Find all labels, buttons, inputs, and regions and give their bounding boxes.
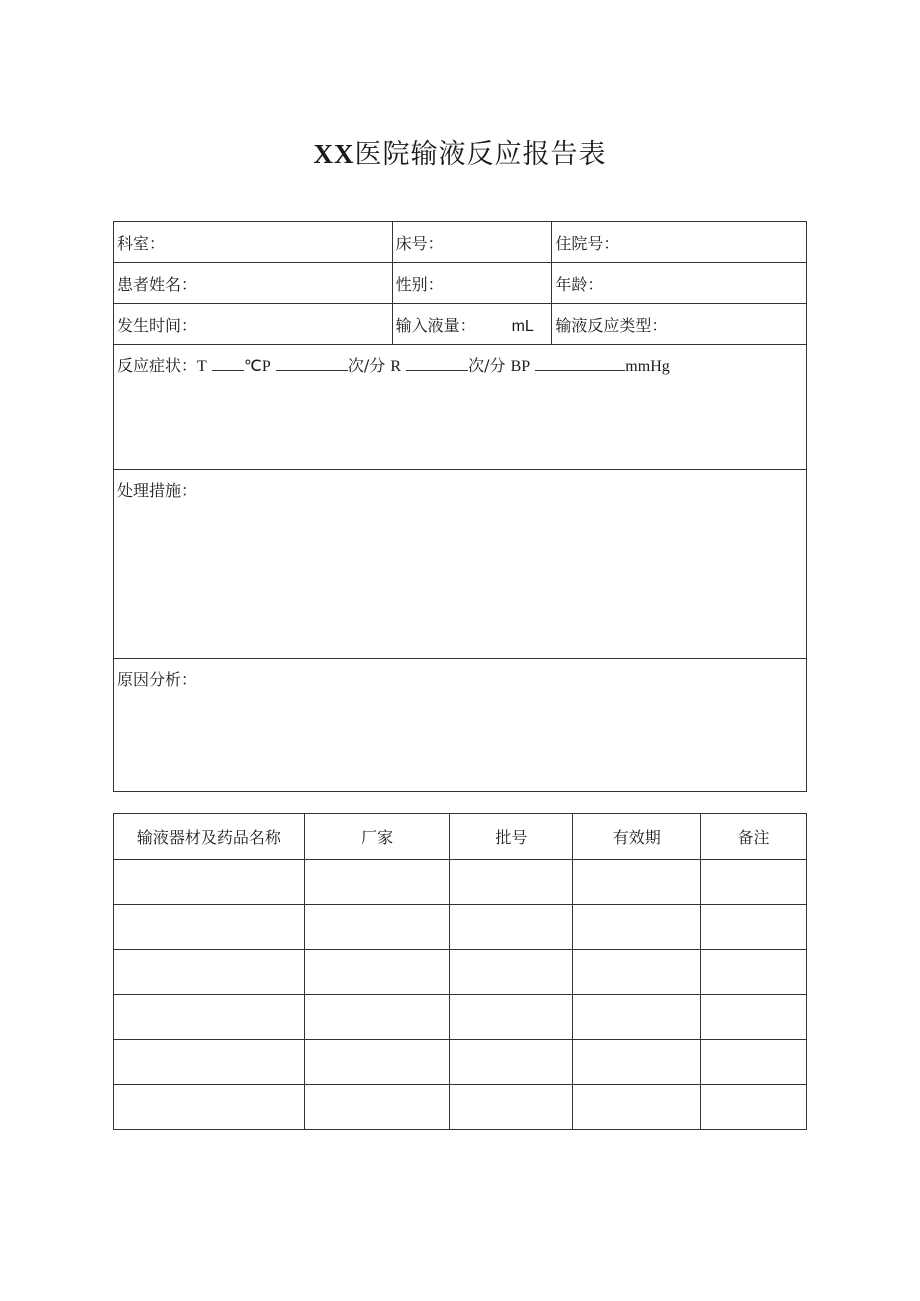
table-cell[interactable]: [450, 950, 573, 995]
table-cell[interactable]: [114, 905, 305, 950]
table-cell[interactable]: [573, 1085, 701, 1130]
table-cell[interactable]: [701, 905, 807, 950]
info-row: [114, 263, 807, 304]
title-text: 医院输液反应报告表: [354, 139, 607, 170]
header-expiry: 有效期: [573, 814, 701, 860]
table-cell[interactable]: [701, 1040, 807, 1085]
info-row: [114, 222, 807, 263]
header-remarks: 备注: [701, 814, 807, 860]
admission-cell[interactable]: [552, 222, 807, 263]
symptoms-row: [114, 345, 807, 470]
table-row: [114, 905, 807, 950]
table-cell[interactable]: [114, 1085, 305, 1130]
table-cell[interactable]: [701, 1085, 807, 1130]
table-row: [114, 1040, 807, 1085]
table-row: [114, 950, 807, 995]
time-label: 发生时间：: [117, 315, 198, 335]
table-cell[interactable]: [573, 860, 701, 905]
header-batch-number: 批号: [450, 814, 573, 860]
t-label: T: [197, 358, 207, 375]
r-unit: 次/分: [468, 356, 506, 375]
treatment-cell[interactable]: [114, 470, 807, 659]
cause-cell[interactable]: [114, 659, 807, 792]
table-cell[interactable]: [450, 1040, 573, 1085]
reaction-type-cell[interactable]: [552, 304, 807, 345]
p-unit: 次/分: [347, 356, 386, 375]
info-table: [113, 221, 807, 792]
header-manufacturer: 厂家: [304, 814, 450, 860]
volume-cell[interactable]: [392, 304, 552, 345]
r-blank[interactable]: [406, 356, 468, 371]
gender-cell[interactable]: [392, 263, 552, 304]
department-cell[interactable]: [114, 222, 393, 263]
table-cell[interactable]: [304, 995, 450, 1040]
table-cell[interactable]: [304, 860, 450, 905]
table-cell[interactable]: [701, 995, 807, 1040]
table-cell[interactable]: [304, 1085, 450, 1130]
table-cell[interactable]: [114, 950, 305, 995]
department-label: 科室：: [117, 233, 166, 253]
volume-label: 输入液量：: [395, 315, 476, 335]
bp-blank[interactable]: [535, 356, 625, 371]
bed-label: 床号：: [395, 233, 444, 253]
age-cell[interactable]: [552, 263, 807, 304]
title-prefix: XX: [313, 139, 355, 169]
symptoms-cell[interactable]: [114, 345, 807, 470]
symptoms-label: 反应症状：: [117, 356, 198, 375]
table-cell[interactable]: [304, 950, 450, 995]
p-label: P: [261, 358, 271, 375]
table-row: [114, 860, 807, 905]
table-cell[interactable]: [450, 905, 573, 950]
table-cell[interactable]: [450, 995, 573, 1040]
table-row: [114, 1085, 807, 1130]
header-item-name: 输液器材及药品名称: [114, 814, 305, 860]
table-row: [114, 995, 807, 1040]
table-cell[interactable]: [114, 995, 305, 1040]
bed-cell[interactable]: [392, 222, 552, 263]
p-blank[interactable]: [276, 356, 348, 371]
table-cell[interactable]: [573, 1040, 701, 1085]
table-cell[interactable]: [573, 905, 701, 950]
table-cell[interactable]: [450, 860, 573, 905]
items-body: [114, 860, 807, 1130]
cause-label: 原因分析：: [117, 670, 198, 689]
t-unit: ℃: [243, 358, 262, 375]
table-cell[interactable]: [450, 1085, 573, 1130]
patient-name-label: 患者姓名：: [117, 274, 198, 294]
table-cell[interactable]: [304, 1040, 450, 1085]
r-label: R: [390, 358, 402, 375]
table-cell[interactable]: [701, 950, 807, 995]
table-cell[interactable]: [701, 860, 807, 905]
reaction-type-label: 输液反应类型：: [555, 315, 668, 335]
info-row: [114, 304, 807, 345]
items-table: [113, 813, 807, 1130]
age-label: 年龄：: [555, 274, 604, 294]
table-cell[interactable]: [304, 905, 450, 950]
bp-label: BP: [510, 358, 531, 375]
time-cell[interactable]: [114, 304, 393, 345]
patient-name-cell[interactable]: [114, 263, 393, 304]
bp-unit: mmHg: [625, 358, 670, 375]
items-header-row: [114, 814, 807, 860]
page-title: [0, 132, 920, 171]
treatment-label: 处理措施：: [117, 481, 198, 500]
table-cell[interactable]: [573, 995, 701, 1040]
t-blank[interactable]: [212, 356, 244, 371]
table-cell[interactable]: [573, 950, 701, 995]
volume-unit: mL: [511, 317, 534, 335]
table-cell[interactable]: [114, 860, 305, 905]
admission-label: 住院号：: [555, 233, 620, 253]
cause-row: [114, 659, 807, 792]
gender-label: 性别：: [395, 274, 444, 294]
table-cell[interactable]: [114, 1040, 305, 1085]
treatment-row: [114, 470, 807, 659]
